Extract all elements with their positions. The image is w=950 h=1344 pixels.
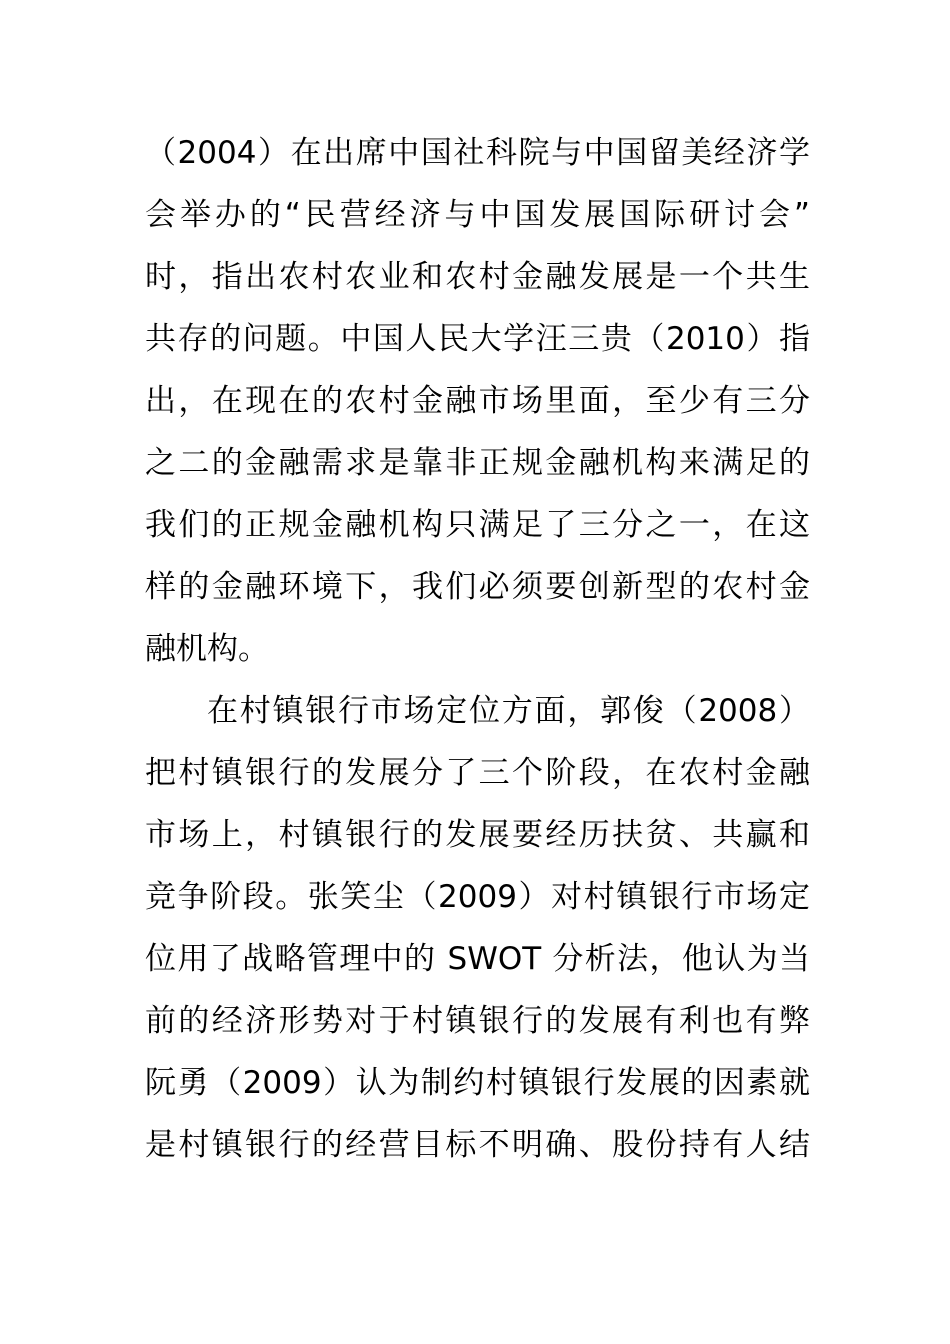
text-line: （2004）在出席中国社科院与中国留美经济学 — [145, 135, 810, 171]
text-line: 在村镇银行市场定位方面，郭俊（2008） — [207, 693, 810, 729]
text-line: 市场上，村镇银行的发展要经历扶贫、共赢和 — [145, 817, 810, 853]
text-line: 阮勇（2009）认为制约村镇银行发展的因素就 — [145, 1065, 810, 1101]
text-line: 我们的正规金融机构只满足了三分之一，在这 — [145, 507, 810, 543]
text-line: 样的金融环境下，我们必须要创新型的农村金 — [145, 569, 810, 605]
text-line: 融机构。 — [145, 631, 269, 667]
body-text — [145, 122, 810, 1176]
paragraph-1 — [145, 122, 810, 680]
text-line: 之二的金融需求是靠非正规金融机构来满足的 — [145, 445, 810, 481]
text-line: 竞争阶段。张笑尘（2009）对村镇银行市场定 — [145, 879, 810, 915]
paragraph-2 — [145, 680, 810, 1176]
text-line: 出，在现在的农村金融市场里面，至少有三分 — [145, 383, 810, 419]
text-line: 共存的问题。中国人民大学汪三贵（2010）指 — [145, 321, 810, 357]
text-line: 把村镇银行的发展分了三个阶段，在农村金融 — [145, 755, 810, 791]
text-line: 是村镇银行的经营目标不明确、股份持有人结 — [145, 1127, 810, 1163]
text-line: 位用了战略管理中的 SWOT 分析法，他认为当 — [145, 941, 810, 977]
text-line: 会举办的“民营经济与中国发展国际研讨会” — [145, 197, 810, 233]
text-line: 时，指出农村农业和农村金融发展是一个共生 — [145, 259, 810, 295]
text-line: 前的经济形势对于村镇银行的发展有利也有弊 — [145, 1003, 810, 1039]
